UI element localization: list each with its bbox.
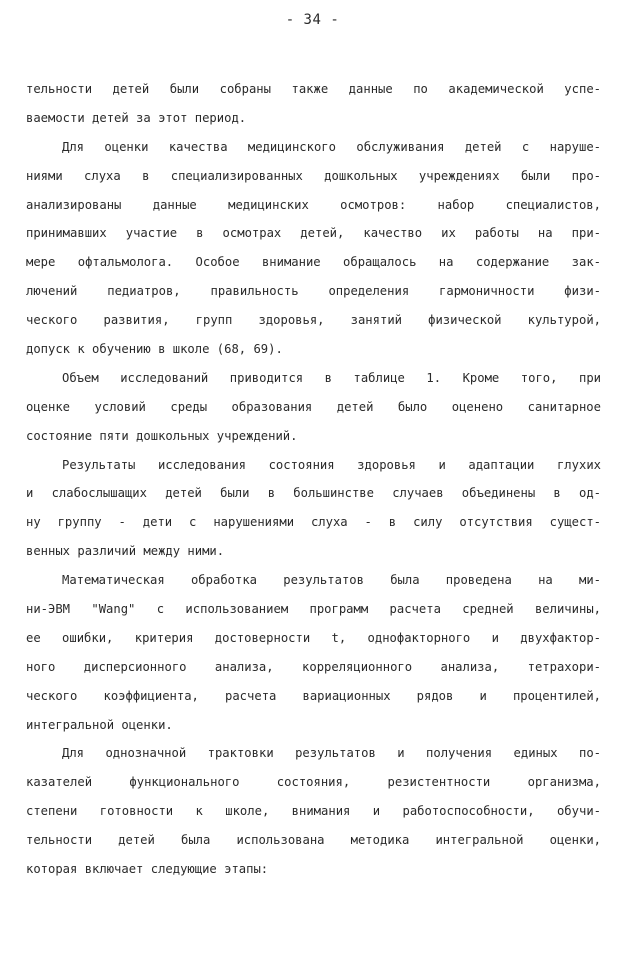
text-line: и слабослышащих детей были в большинстве случаев объединены в од- — [26, 486, 601, 501]
text-line: венных различий между ними. — [26, 544, 225, 559]
text-line: казателей функционального состояния, резистентности организма, — [26, 775, 601, 790]
text-line: принимавших участие в осмотрах детей, качество их работы на при- — [26, 226, 601, 241]
text-line: Объем исследований приводится в таблице 1. Кроме того, при — [62, 370, 601, 385]
text-line: Для однозначной трактовки результатов и получения единых по- — [62, 746, 601, 761]
text-line: ну группу - дети с нарушениями слуха - в силу отсутствия сущест- — [26, 515, 601, 530]
text-line: Для оценки качества медицинского обслуживания детей с наруше- — [62, 139, 601, 154]
text-line: тельности детей была использована методика интегральной оценки, — [26, 833, 601, 848]
text-line: тельности детей были собраны также данные по академической успе- — [26, 82, 601, 96]
body-text — [26, 75, 601, 884]
text-line: состояние пяти дошкольных учреждений. — [26, 428, 298, 443]
text-line: анализированы данные медицинских осмотров: набор специалистов, — [26, 197, 601, 212]
text-line: лючений педиатров, правильность определения гармоничности физи- — [26, 284, 601, 299]
text-line: ческого коэффициента, расчета вариационных рядов и процентилей, — [26, 688, 601, 703]
text-line: ного дисперсионного анализа, корреляционного анализа, тетрахори- — [26, 659, 601, 674]
text-line: которая включает следующие этапы: — [26, 862, 269, 877]
text-line: интегральной оценки. — [26, 717, 173, 732]
text-line: мере офтальмолога. Особое внимание обращалось на содержание зак- — [26, 255, 601, 270]
text-line: ни-ЭВМ "Wang" с использованием программ расчета средней величины, — [26, 602, 601, 617]
page-number: - 34 - — [285, 12, 340, 28]
text-line: ваемости детей за этот период. — [26, 110, 247, 125]
text-line: ческого развития, групп здоровья, занятий физической культурой, — [26, 313, 601, 328]
text-line: Математическая обработка результатов была проведена на ми- — [62, 573, 601, 588]
text-line: степени готовности к школе, внимания и работоспособности, обучи- — [26, 804, 601, 819]
text-line: допуск к обучению в школе (68, 69). — [26, 342, 283, 357]
text-line: ее ошибки, критерия достоверности t, однофакторного и двухфактор- — [26, 630, 601, 645]
text-line: Результаты исследования состояния здоровья и адаптации глухих — [62, 457, 601, 472]
text-line: ниями слуха в специализированных дошкольных учреждениях были про- — [26, 168, 601, 183]
text-line: оценке условий среды образования детей было оценено санитарное — [26, 399, 601, 414]
